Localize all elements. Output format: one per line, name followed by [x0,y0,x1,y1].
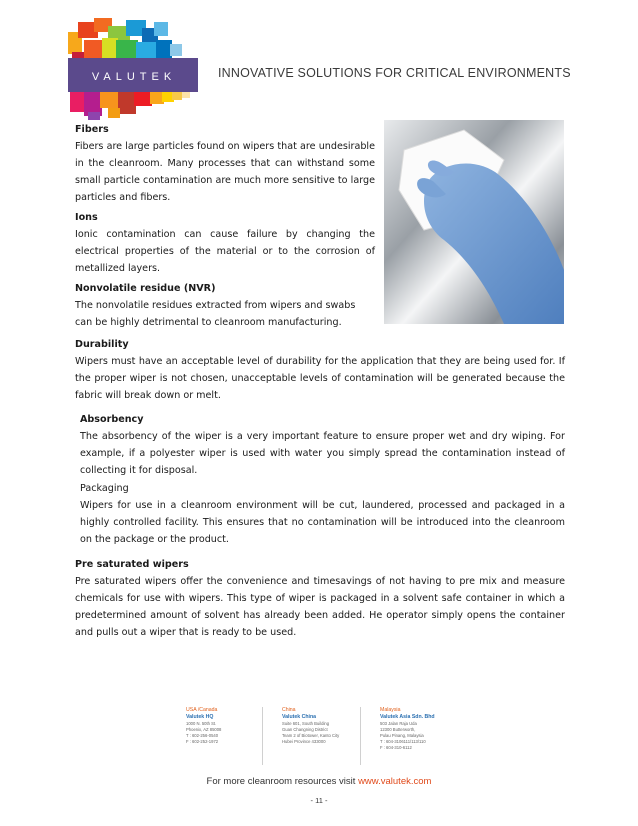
page-number: - 11 - [310,796,328,805]
nvr-body: The nonvolatile residues extracted from wipers and swabs can be highly detrimental to cleanroom manufacturing. [75,300,356,328]
absorbency-heading: Absorbency [80,414,144,425]
gloved-hand-wiping-photo [384,120,564,324]
logo-text: VALUTEK [91,71,177,83]
packaging-body: Wipers for use in a cleanroom environment will be cut, laundered, processed and packaged in a highly controlled facility. This ensures that no contamination will be introduced into the cleanroom on the package or the product. [80,500,565,545]
fibers-body: Fibers are large particles found on wipers that are undesirable in the cleanroom. Many processes that can withstand some small particle contamination are much more sensitive to large particles and fibers. [75,141,375,203]
office-line: Phoenix, AZ 85008 [186,727,222,732]
office-china [282,707,339,745]
fibers-heading: Fibers [75,124,109,135]
office-line: 1000 N. 50th St. [186,721,217,726]
logo-mosaic-graphic [68,18,200,120]
ions-heading: Ions [75,212,98,223]
office-line: Pulau Pinang, Malaysia [380,733,424,738]
nvr-heading: Nonvolatile residue (NVR) [75,283,216,294]
valutek-website-link[interactable]: www.valutek.com [358,776,432,787]
office-country: Malaysia [380,707,401,713]
ions-body: Ionic contamination can cause failure by changing the electrical properties of the material or to the corrosion of metallized layers. [75,229,375,274]
section-fibers [75,121,375,206]
section-packaging [80,480,565,548]
office-line: 503 Jalan Raja Uda [380,721,417,726]
office-line: Hubei Province 433000 [282,739,326,744]
footer-offices [186,707,458,767]
section-ions [75,209,375,277]
office-country: China [282,707,296,713]
section-presaturated [75,556,565,641]
presaturated-body: Pre saturated wipers offer the convenience and timesavings of not having to pre mix and measure chemicals for use with wipers. This type of wiper is packaged in a solvent safe container in which a predetermined amount of solvent has already been added. He operator simply opens the container and pulls out a wiper that is ready to be used. [75,576,565,638]
office-line: Team 2 of Biotower, Kanto City [282,733,340,738]
footer-divider [360,707,361,765]
office-usa [186,707,221,745]
office-company: Valutek China [282,714,317,720]
tagline: INNOVATIVE SOLUTIONS FOR CRITICAL ENVIRONMENTS [218,66,571,80]
office-line: T : 604-3106111/113/110 [380,739,426,744]
office-line: Suite 601, South Building [282,721,330,726]
footer-divider [262,707,263,765]
durability-heading: Durability [75,339,129,350]
section-nvr [75,280,375,331]
section-durability [75,336,565,404]
office-company: Valutek Asia Sdn. Bhd [380,714,435,720]
absorbency-body: The absorbency of the wiper is a very important feature to ensure proper wet and dry wiping. For example, if a polyester wiper is used with water you simply spread the contamination instead of collecting it for disposal. [80,431,565,476]
office-line: F : 602-252-1972 [186,739,219,744]
office-country: USA /Canada [186,707,218,713]
valutek-logo [68,18,200,120]
office-line: F : 604-310-6112 [380,745,412,750]
packaging-heading: Packaging [80,483,129,494]
presaturated-heading: Pre saturated wipers [75,559,189,570]
resources-line [0,776,638,787]
office-line: T : 602-256-0540 [186,733,219,738]
resources-text: For more cleanroom resources visit [206,776,359,787]
section-absorbency [80,411,565,479]
durability-body: Wipers must have an acceptable level of durability for the application that they are being used for. If the proper wiper is not chosen, unacceptable levels of contamination will be generated because the fabric will break down or melt. [75,356,565,401]
office-line: 12300 Butterworth, [380,727,416,732]
office-line: Guan Changning District [282,727,328,732]
office-malaysia [380,707,435,751]
office-company: Valutek HQ [186,714,214,720]
